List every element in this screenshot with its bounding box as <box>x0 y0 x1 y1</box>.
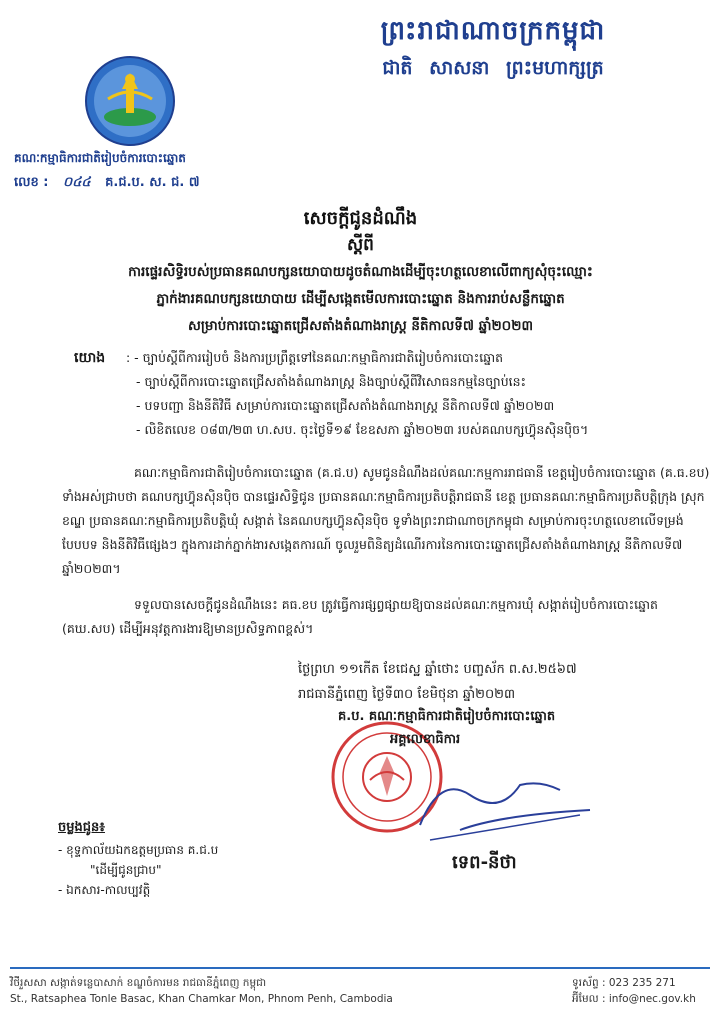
list-item: "ដើម្បីជូនជ្រាប" <box>90 863 162 877</box>
email-address: អ៊ីមែល : info@nec.gov.kh <box>572 993 696 1005</box>
signer-position: អគ្គលេខាធិការ <box>390 732 461 747</box>
subject-line: ការផ្ទេរសិទ្ធិរបស់ប្រធានគណបក្សនយោបាយដូចតំណាងដើម្បីចុះហត្ថលេខាលើពាក្យសុំចុះឈ្មោះ <box>128 264 593 280</box>
reference-label: លេខ : <box>14 175 49 190</box>
footer-contact <box>572 975 696 1007</box>
footer-divider <box>10 967 710 969</box>
cc-list <box>58 840 218 900</box>
document-title: សេចក្តីជូនដំណឹង <box>303 208 418 229</box>
list-item: - បទបញ្ជា និងនីតិវិធី សម្រាប់ការបោះឆ្នោតជ្រើសតាំងតំណាងរាស្ត្រ នីតិកាលទី៧ ឆ្នាំ២០២៣ <box>136 398 555 413</box>
reference-number: ០៤៤ <box>63 175 91 190</box>
kingdom-title: ព្រះរាជាណាចក្រកម្ពុជា <box>380 16 606 46</box>
document-subtitle: ស្តីពី <box>347 235 374 255</box>
reference-line <box>14 174 284 193</box>
list-item: - ឯកសារ-កាលប្បវត្តិ <box>58 883 151 897</box>
subject-line: សម្រាប់ការបោះឆ្នោតជ្រើសតាំងតំណាងរាស្ត្រ នីតិកាលទី៧ ឆ្នាំ២០២៣ <box>188 318 533 334</box>
address-khmer: វិថីរួសសា សង្កាត់ទន្លេបាសាក់ ខណ្ឌចំការមន រាជធានីភ្នំពេញ កម្ពុជា <box>10 977 267 989</box>
list-item: : - ច្បាប់ស្តីពីការរៀបចំ និងការប្រព្រឹត្តទៅនៃគណៈកម្មាធិការជាតិរៀបចំការបោះឆ្នោត <box>126 350 504 365</box>
body-paragraph: ទទួលបានសេចក្តីជូនដំណឹងនេះ គធ.ខប ត្រូវធ្វើការផ្សព្វផ្សាយឱ្យបានដល់គណៈកម្មការឃុំ សង្កាត់រៀបចំការបោះឆ្នោត (គឃ.សប) ដើម្បីអនុវត្តការងារឱ្យមានប្រសិទ្ធភាពខ្ពស់។ <box>62 597 658 636</box>
based-on-label: យោង <box>74 350 106 366</box>
address-english: St., Ratsaphea Tonle Basac, Khan Chamkar Mon, Phnom Penh, Cambodia <box>10 993 393 1005</box>
reference-code: គ.ជ.ប. ស. ជ. ៧ <box>105 175 200 190</box>
phone-number: ទូរស័ព្ទ : 023 235 271 <box>572 977 676 989</box>
cc-title: ចម្លងជូន៖ <box>58 820 105 835</box>
lunar-date: ថ្ងៃព្រហ ១១កើត ខែជេស្ឋ ឆ្នាំថោះ បញ្ចស័ក ព.ស.២៥៦៧ <box>298 662 577 677</box>
solar-date: រាជធានីភ្នំពេញ ថ្ងៃទី៣០ ខែមិថុនា ឆ្នាំ២០២៣ <box>298 687 516 702</box>
organization-name: គណៈកម្មាធិការជាតិរៀបចំការបោះឆ្នោត <box>14 151 186 165</box>
based-on-list <box>126 346 716 442</box>
subject-line: ភ្នាក់ងារគណបក្សនយោបាយ ដើម្បីសង្កេតមើលការបោះឆ្នោត និងការរាប់សន្លឹកឆ្នោត <box>156 291 565 307</box>
body-paragraph: គណៈកម្មាធិការជាតិរៀបចំការបោះឆ្នោត (គ.ជ.ប) សូមជូនដំណឹងដល់គណៈកម្មការរាជធានី ខេត្តរៀបចំការបោះឆ្នោត (គ.ធ.ខប) ទាំងអស់ជ្រាបថា គណបក្សហ៊្វុនស៊ិនប៉ិច បានផ្ទេរសិទ្ធិជូន ប្រធានគណៈកម្មាធិការប្រតិបត្តិរាជធានី ខេត្ត ប្រធានគណៈកម្មាធិការប្រតិបត្តិក្រុង ស្រុក ខណ្ឌ ប្រធានគណៈកម្មាធិការប្រតិបត្តិឃុំ សង្កាត់ នៃគណបក្សហ៊្វុនស៊ិនប៉ិច ទូទាំងព្រះរាជាណាចក្រកម្ពុជា សម្រាប់ការចុះហត្ថលេខាលើទម្រង់បែបបទ និងនីតិវិធីផ្សេងៗ ក្នុងការដាក់ភ្នាក់ងារសង្កេតការណ៍ ចូលរួមពិនិត្យដំណើរការនៃការបោះឆ្នោតជ្រើសតាំងតំណាងរាស្ត្រ នីតិកាលទី៧ ឆ្នាំ២០២៣។ <box>62 465 710 576</box>
signer-name: ទេព-នីថា <box>452 852 517 873</box>
nec-logo <box>84 55 176 147</box>
list-item: - ច្បាប់ស្តីពីការបោះឆ្នោតជ្រើសតាំងតំណាងរាស្ត្រ និងច្បាប់ស្តីពីវិសោធនកម្មនៃច្បាប់នេះ <box>136 374 527 389</box>
footer-address <box>10 975 393 1007</box>
signer-title: គ.ប. គណៈកម្មាធិការជាតិរៀបចំការបោះឆ្នោត <box>338 709 556 724</box>
document-subject <box>20 259 701 340</box>
handwritten-signature <box>400 755 600 855</box>
national-motto: ជាតិ សាសនា ព្រះមហាក្សត្រ <box>382 57 604 79</box>
list-item: - លិខិតលេខ ០៨៣/២៣ ហ.សប. ចុះថ្ងៃទី១៩ ខែឧសភា ឆ្នាំ២០២៣ របស់គណបក្សហ៊្វុនស៊ិនប៉ិច។ <box>136 422 589 437</box>
list-item: - ខុទ្ទកាល័យឯកឧត្តមប្រធាន គ.ជ.ប <box>58 843 219 857</box>
